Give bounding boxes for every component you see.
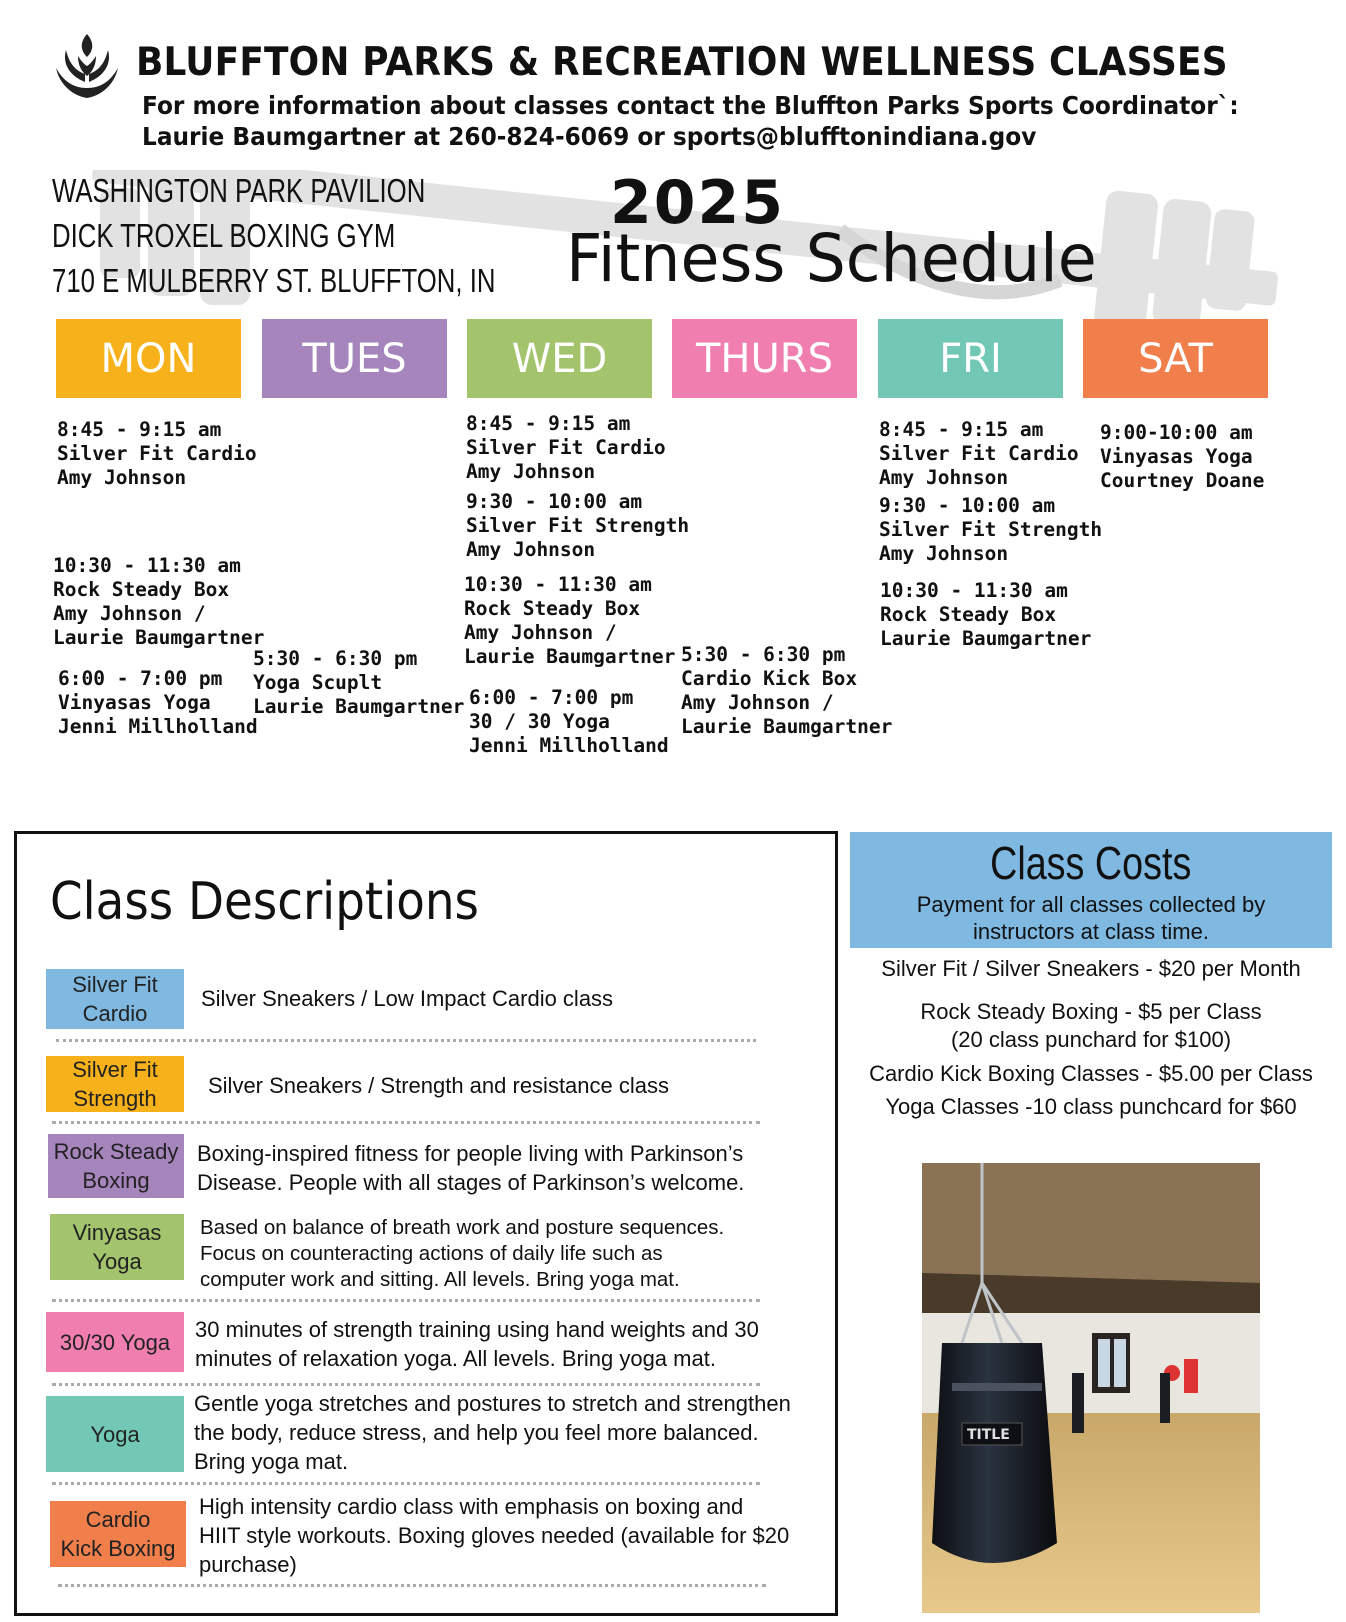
class-slot-fri-3: 10:30 - 11:30 am Rock Steady Box Laurie Baumgartner: [880, 579, 1092, 650]
divider: [52, 1299, 760, 1302]
schedule-title: Fitness Schedule: [566, 220, 1097, 297]
class-tag-30-30-yoga: 30/30 Yoga: [46, 1312, 184, 1372]
day-header-fri: FRI: [878, 319, 1063, 398]
cost-yoga: Yoga Classes -10 class punchcard for $60: [885, 1094, 1297, 1119]
class-slot-wed-2: 9:30 - 10:00 am Silver Fit Strength Amy Johnson: [466, 490, 690, 561]
class-slot-thu-1: 5:30 - 6:30 pm Cardio Kick Box Amy Johnson / Laurie Baumgartner: [681, 643, 893, 738]
cost-rock-steady: Rock Steady Boxing - $5 per Class: [920, 999, 1262, 1024]
class-desc-silver-fit-cardio: Silver Sneakers / Low Impact Cardio class: [201, 986, 614, 1011]
contact-info-line: For more information about classes contact the Bluffton Parks Sports Coordinator`:: [142, 91, 1239, 120]
class-tag-yoga: Yoga: [46, 1396, 184, 1472]
location-line-1: WASHINGTON PARK PAVILION: [52, 172, 426, 209]
cost-cardio-kick-boxing: Cardio Kick Boxing Classes - $5.00 per Class: [869, 1061, 1313, 1086]
divider: [56, 1039, 756, 1042]
day-header-thurs: THURS: [672, 319, 857, 398]
class-slot-fri-2: 9:30 - 10:00 am Silver Fit Strength Amy Johnson: [879, 494, 1103, 565]
day-header-tues: TUES: [262, 319, 447, 398]
parks-logo-icon: [52, 30, 122, 100]
class-costs-title: Class Costs: [990, 837, 1192, 889]
divider: [52, 1121, 760, 1124]
cost-rock-steady-punchcard: (20 class punchard for $100): [950, 1027, 1232, 1052]
class-slot-tue-1: 5:30 - 6:30 pm Yoga Scuplt Laurie Baumgartner: [253, 647, 465, 718]
class-descriptions-title: Class Descriptions: [50, 872, 479, 932]
class-costs-subtitle: Payment for all classes collected by instructors at class time.: [916, 892, 1266, 944]
class-desc-30-30-yoga: 30 minutes of strength training using hand weights and 30 minutes of relaxation yoga. All levels. Bring yoga mat.: [195, 1317, 759, 1371]
location-line-3: 710 E MULBERRY ST. BLUFFTON, IN: [52, 262, 496, 299]
class-slot-sat-1: 9:00-10:00 am Vinyasas Yoga Courtney Doane: [1100, 421, 1265, 492]
day-header-sat: SAT: [1083, 319, 1268, 398]
class-desc-vinyasas-yoga: Based on balance of breath work and posture sequences. Focus on counteracting actions of daily life such as computer work and sitting. All levels. Bring yoga mat.: [200, 1216, 725, 1291]
class-desc-yoga: Gentle yoga stretches and postures to stretch and strengthen the body, reduce stress, and help you feel more balanced. Bring yoga mat.: [194, 1391, 791, 1474]
svg-text:TITLE: TITLE: [967, 1427, 1010, 1443]
schedule-year: 2025: [610, 168, 785, 238]
class-slot-wed-1: 8:45 - 9:15 am Silver Fit Cardio Amy Johnson: [466, 412, 666, 483]
location-line-2: DICK TROXEL BOXING GYM: [52, 217, 396, 254]
divider: [52, 1383, 760, 1386]
class-slot-wed-3: 10:30 - 11:30 am Rock Steady Box Amy Johnson / Laurie Baumgartner: [464, 573, 676, 668]
class-slot-mon-2: 10:30 - 11:30 am Rock Steady Box Amy Johnson / Laurie Baumgartner: [53, 554, 265, 649]
class-tag-vinyasas-yoga: Vinyasas Yoga: [50, 1214, 184, 1280]
class-desc-rock-steady-boxing: Boxing-inspired fitness for people living with Parkinson’s Disease. People with all stages of Parkinson’s welcome.: [197, 1141, 745, 1195]
day-header-mon: MON: [56, 319, 241, 398]
class-desc-silver-fit-strength: Silver Sneakers / Strength and resistance class: [208, 1073, 670, 1098]
class-slot-fri-1: 8:45 - 9:15 am Silver Fit Cardio Amy Johnson: [879, 418, 1079, 489]
class-slot-mon-3: 6:00 - 7:00 pm Vinyasas Yoga Jenni Millholland: [58, 667, 258, 738]
page-title: BLUFFTON PARKS & RECREATION WELLNESS CLASSES: [136, 40, 1228, 85]
class-tag-silver-fit-cardio: Silver Fit Cardio: [46, 969, 184, 1029]
cost-silver-fit: Silver Fit / Silver Sneakers - $20 per Month: [881, 956, 1301, 981]
divider: [52, 1482, 760, 1485]
divider: [58, 1584, 766, 1587]
class-desc-cardio-kick-boxing: High intensity cardio class with emphasis on boxing and HIIT style workouts. Boxing gloves needed (available for $20 purchase): [199, 1494, 790, 1577]
day-header-wed: WED: [467, 319, 652, 398]
contact-details-line: Laurie Baumgartner at 260-824-6069 or sports@blufftonindiana.gov: [142, 122, 1037, 151]
punching-bag-gym-photo: [922, 1163, 1260, 1613]
class-tag-cardio-kick-boxing: Cardio Kick Boxing: [50, 1501, 186, 1567]
class-slot-mon-1: 8:45 - 9:15 am Silver Fit Cardio Amy Johnson: [57, 418, 257, 489]
class-slot-wed-4: 6:00 - 7:00 pm 30 / 30 Yoga Jenni Millholland: [469, 686, 669, 757]
class-tag-rock-steady-boxing: Rock Steady Boxing: [48, 1134, 184, 1198]
class-tag-silver-fit-strength: Silver Fit Strength: [46, 1056, 184, 1112]
